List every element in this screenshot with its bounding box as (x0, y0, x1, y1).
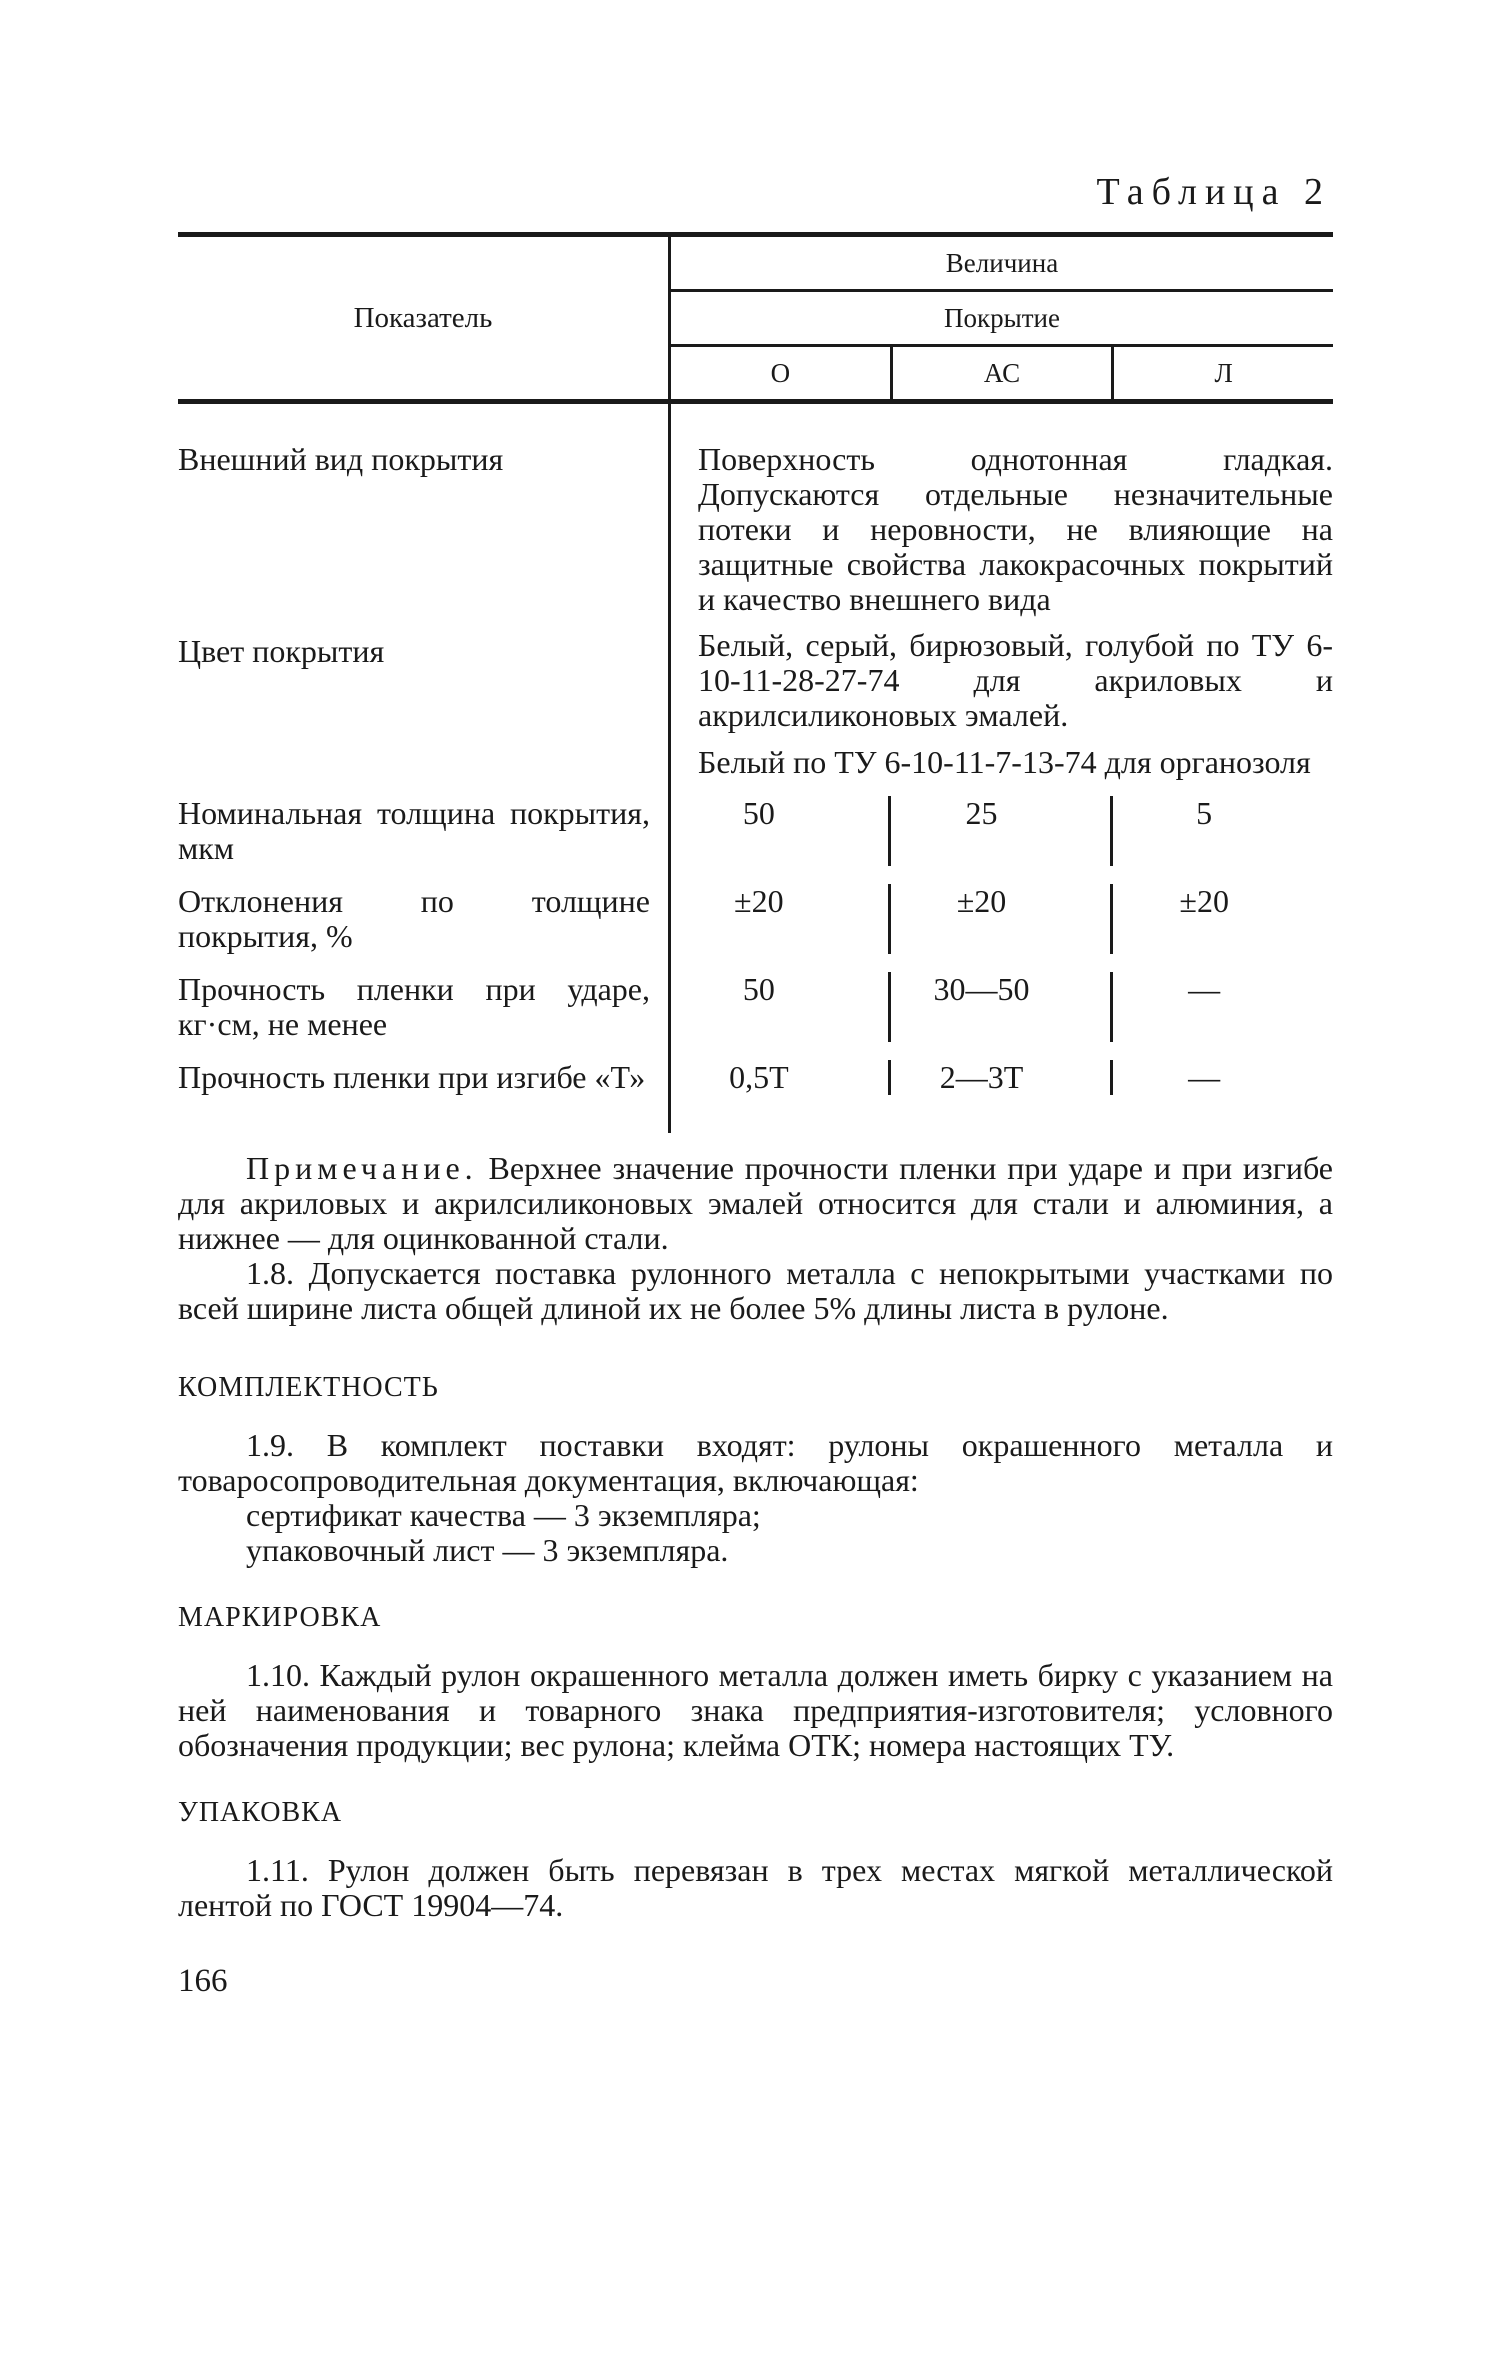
section-heading-completeness: КОМПЛЕКТНОСТЬ (178, 1372, 439, 1403)
header-col-o: О (770, 357, 791, 388)
row-value-as: 25 (888, 796, 1111, 866)
table-body (178, 404, 1333, 1133)
row-value-o: ±20 (734, 883, 784, 919)
row-value-o: 50 (742, 971, 775, 1007)
row-indicator: Отклонения по толщине покрытия, % (178, 883, 650, 954)
header-indicator: Показатель (178, 237, 671, 399)
note-label: Примечание. (246, 1150, 478, 1186)
row-value: Поверхность однотонная гладкая. Допускаются отдельные незначительные потеки и неровности, не влияющие на защитные свойства лакокрасочных покрытий и качество внешнего вида (698, 441, 1333, 617)
row-indicator: Внешний вид покрытия (178, 441, 504, 477)
header-value: Величина (945, 247, 1059, 278)
table-header (178, 237, 1333, 404)
row-value-l: — (1110, 972, 1333, 1042)
table-row (178, 780, 1333, 866)
note-text: Верхнее значение прочности пленки при ударе и при изгибе для акриловых и акрилсиликоновых эмалей относится для стали и алюминия, а нижнее — для оцинкованной стали. (178, 1150, 1334, 1256)
row-value: Белый, серый, бирюзовый, голубой по ТУ 6-10-11-28-27-74 для акриловых и акрилсиликоновых эмалей. (698, 627, 1333, 733)
table-row (178, 1042, 1333, 1133)
row-value-o: 50 (742, 795, 775, 831)
row-indicator: Номинальная толщина покрытия, мкм (178, 795, 650, 866)
section-heading-packing: УПАКОВКА (178, 1797, 343, 1828)
row-indicator: Прочность пленки при изгибе «Т» (178, 1059, 646, 1095)
header-col-as: АС (890, 347, 1112, 399)
document-page (178, 170, 1333, 2000)
section-heading-marking: МАРКИРОВКА (178, 1602, 382, 1633)
row-values (668, 796, 1333, 866)
header-columns (671, 344, 1333, 399)
row-values (668, 972, 1333, 1042)
table-row (178, 617, 1333, 780)
list-item: сертификат качества — 3 экземпляра; (246, 1497, 761, 1533)
row-value-as: 2—3Т (888, 1060, 1111, 1095)
row-value-l: ±20 (1110, 884, 1333, 954)
header-coating: Покрытие (671, 289, 1333, 344)
row-value-as: 30—50 (888, 972, 1111, 1042)
row-value-as: ±20 (888, 884, 1111, 954)
header-col-l: Л (1111, 347, 1333, 399)
row-value-secondary: Белый по ТУ 6-10-11-7-13-74 для органозоля (698, 744, 1311, 780)
list-item: упаковочный лист — 3 экземпляра. (246, 1532, 729, 1568)
row-indicator: Цвет покрытия (178, 633, 385, 669)
row-value-o: 0,5Т (729, 1059, 789, 1095)
row-value-group (668, 628, 1333, 780)
table-row (178, 954, 1333, 1042)
table-note (178, 1151, 1333, 1256)
row-value-l: — (1110, 1060, 1333, 1095)
paragraph-1-10: 1.10. Каждый рулон окрашенного металла должен иметь бирку с указанием на ней наименования и товарного знака предприятия-изготовителя; условного обозначения продукции; вес рулона; клейма ОТК; номера настоящих ТУ. (178, 1657, 1333, 1763)
row-value-l: 5 (1110, 796, 1333, 866)
row-values (668, 884, 1333, 954)
properties-table (178, 232, 1333, 1133)
row-indicator: Прочность пленки при ударе, кг·см, не менее (178, 971, 650, 1042)
paragraph-1-9: 1.9. В комплект поставки входят: рулоны окрашенного металла и товаросопроводительная документация, включающая: (178, 1427, 1333, 1498)
table-row (178, 866, 1333, 954)
row-values (668, 1060, 1333, 1095)
table-row (178, 404, 1333, 617)
page-number: 166 (178, 1963, 228, 1999)
header-value-group (671, 237, 1333, 399)
table-caption: Таблица 2 (1096, 171, 1331, 213)
paragraph-1-8: 1.8. Допускается поставка рулонного металла с непокрытыми участками по всей ширине листа общей длиной их не более 5% длины листа в рулоне. (178, 1255, 1333, 1326)
paragraph-1-11: 1.11. Рулон должен быть перевязан в трех местах мягкой металлической лентой по ГОСТ 19904—74. (178, 1852, 1333, 1923)
